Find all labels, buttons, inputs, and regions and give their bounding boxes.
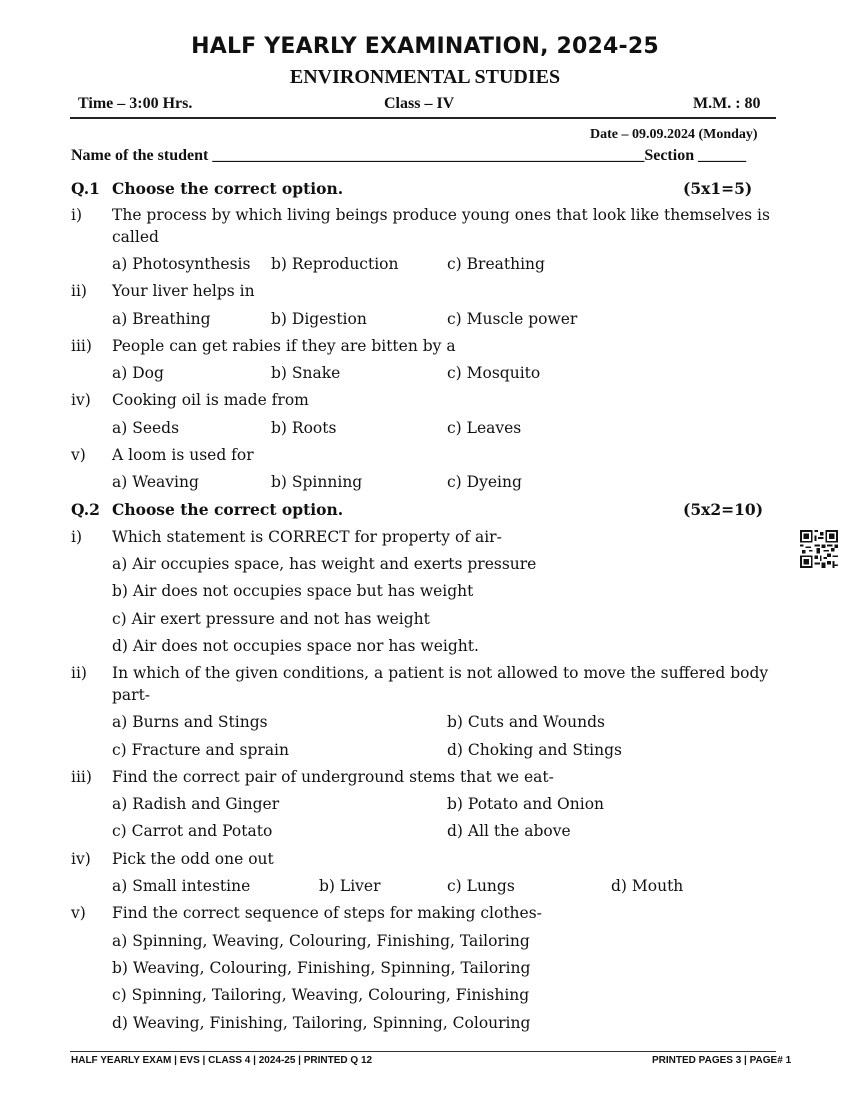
option-c: c) Carrot and Potato xyxy=(112,822,273,840)
question-text: Find the correct sequence of steps for making clothes- xyxy=(112,904,542,922)
option-c: c) Mosquito xyxy=(447,364,541,382)
option-a: a) Spinning, Weaving, Colouring, Finishing, Tailoring xyxy=(112,932,530,950)
option-b: b) Air does not occupies space but has weight xyxy=(112,582,474,600)
option-c: c) Air exert pressure and not has weight xyxy=(112,610,430,628)
footer-right: PRINTED PAGES 3 | PAGE# 1 xyxy=(652,1055,792,1066)
max-marks: M.M. : 80 xyxy=(693,95,761,112)
header-rule xyxy=(70,117,776,119)
q1-instruction: Choose the correct option. xyxy=(112,179,344,198)
question-number: v) xyxy=(71,904,86,922)
exam-title: HALF YEARLY EXAMINATION, 2024-25 xyxy=(191,34,659,59)
option-b: b) Digestion xyxy=(271,310,367,328)
question-number: v) xyxy=(71,446,86,464)
option-c: c) Leaves xyxy=(447,419,522,437)
option-c: c) Breathing xyxy=(447,255,545,273)
question-number: i) xyxy=(71,528,83,546)
option-c: c) Spinning, Tailoring, Weaving, Colouring, Finishing xyxy=(112,986,530,1004)
question-number: iii) xyxy=(71,768,92,786)
question-text: A loom is used for xyxy=(112,446,254,464)
q1-number: Q.1 xyxy=(71,179,100,198)
option-a: a) Photosynthesis xyxy=(112,255,251,273)
subject-title: ENVIRONMENTAL STUDIES xyxy=(289,66,561,88)
question-number: iv) xyxy=(71,391,91,409)
q2-number: Q.2 xyxy=(71,500,100,519)
option-d: d) Weaving, Finishing, Tailoring, Spinning, Colouring xyxy=(112,1014,531,1032)
option-a: a) Small intestine xyxy=(112,877,251,895)
question-text: The process by which living beings produce young ones that look like themselves is xyxy=(112,206,770,224)
question-text: In which of the given conditions, a patient is not allowed to move the suffered body xyxy=(112,664,769,682)
option-b: b) Liver xyxy=(319,877,381,895)
option-b: b) Snake xyxy=(271,364,341,382)
question-number: ii) xyxy=(71,664,87,682)
question-number: ii) xyxy=(71,282,87,300)
exam-time: Time – 3:00 Hrs. xyxy=(78,95,193,112)
option-c: c) Muscle power xyxy=(447,310,578,328)
option-a: a) Weaving xyxy=(112,473,199,491)
option-b: b) Weaving, Colouring, Finishing, Spinning, Tailoring xyxy=(112,959,531,977)
qr-code-icon xyxy=(800,530,838,568)
q2-instruction: Choose the correct option. xyxy=(112,500,344,519)
option-d: d) Air does not occupies space nor has weight. xyxy=(112,637,479,655)
question-number: i) xyxy=(71,206,83,224)
question-text: Find the correct pair of underground stems that we eat- xyxy=(112,768,554,786)
question-text: Your liver helps in xyxy=(112,282,255,300)
question-text: Pick the odd one out xyxy=(112,850,274,868)
option-b: b) Potato and Onion xyxy=(447,795,605,813)
option-c: c) Fracture and sprain xyxy=(112,741,290,759)
question-text: People can get rabies if they are bitten by a xyxy=(112,337,456,355)
option-a: a) Air occupies space, has weight and exerts pressure xyxy=(112,555,537,573)
option-a: a) Dog xyxy=(112,364,164,382)
question-text: Which statement is CORRECT for property of air- xyxy=(112,528,502,546)
option-c: c) Lungs xyxy=(447,877,515,895)
option-d: d) Choking and Stings xyxy=(447,741,622,759)
question-text-cont: called xyxy=(112,228,159,246)
option-a: a) Breathing xyxy=(112,310,211,328)
question-number: iv) xyxy=(71,850,91,868)
student-name-line: Name of the student ______________________________________________________Section ______ xyxy=(71,147,747,164)
q2-marks: (5x2=10) xyxy=(683,500,764,519)
question-number: iii) xyxy=(71,337,92,355)
question-text-cont: part- xyxy=(112,686,151,704)
option-b: b) Spinning xyxy=(271,473,363,491)
option-a: a) Burns and Stings xyxy=(112,713,268,731)
option-b: b) Roots xyxy=(271,419,337,437)
option-a: a) Seeds xyxy=(112,419,180,437)
option-b: b) Reproduction xyxy=(271,255,399,273)
option-b: b) Cuts and Wounds xyxy=(447,713,605,731)
question-text: Cooking oil is made from xyxy=(112,391,309,409)
option-a: a) Radish and Ginger xyxy=(112,795,280,813)
option-d: d) Mouth xyxy=(611,877,684,895)
q1-marks: (5x1=5) xyxy=(683,179,753,198)
option-d: d) All the above xyxy=(447,822,571,840)
footer-rule xyxy=(70,1051,776,1052)
option-c: c) Dyeing xyxy=(447,473,522,491)
exam-class: Class – IV xyxy=(384,95,455,112)
exam-date: Date – 09.09.2024 (Monday) xyxy=(590,127,758,142)
footer-left: HALF YEARLY EXAM | EVS | CLASS 4 | 2024-25 | PRINTED Q 12 xyxy=(71,1055,373,1066)
